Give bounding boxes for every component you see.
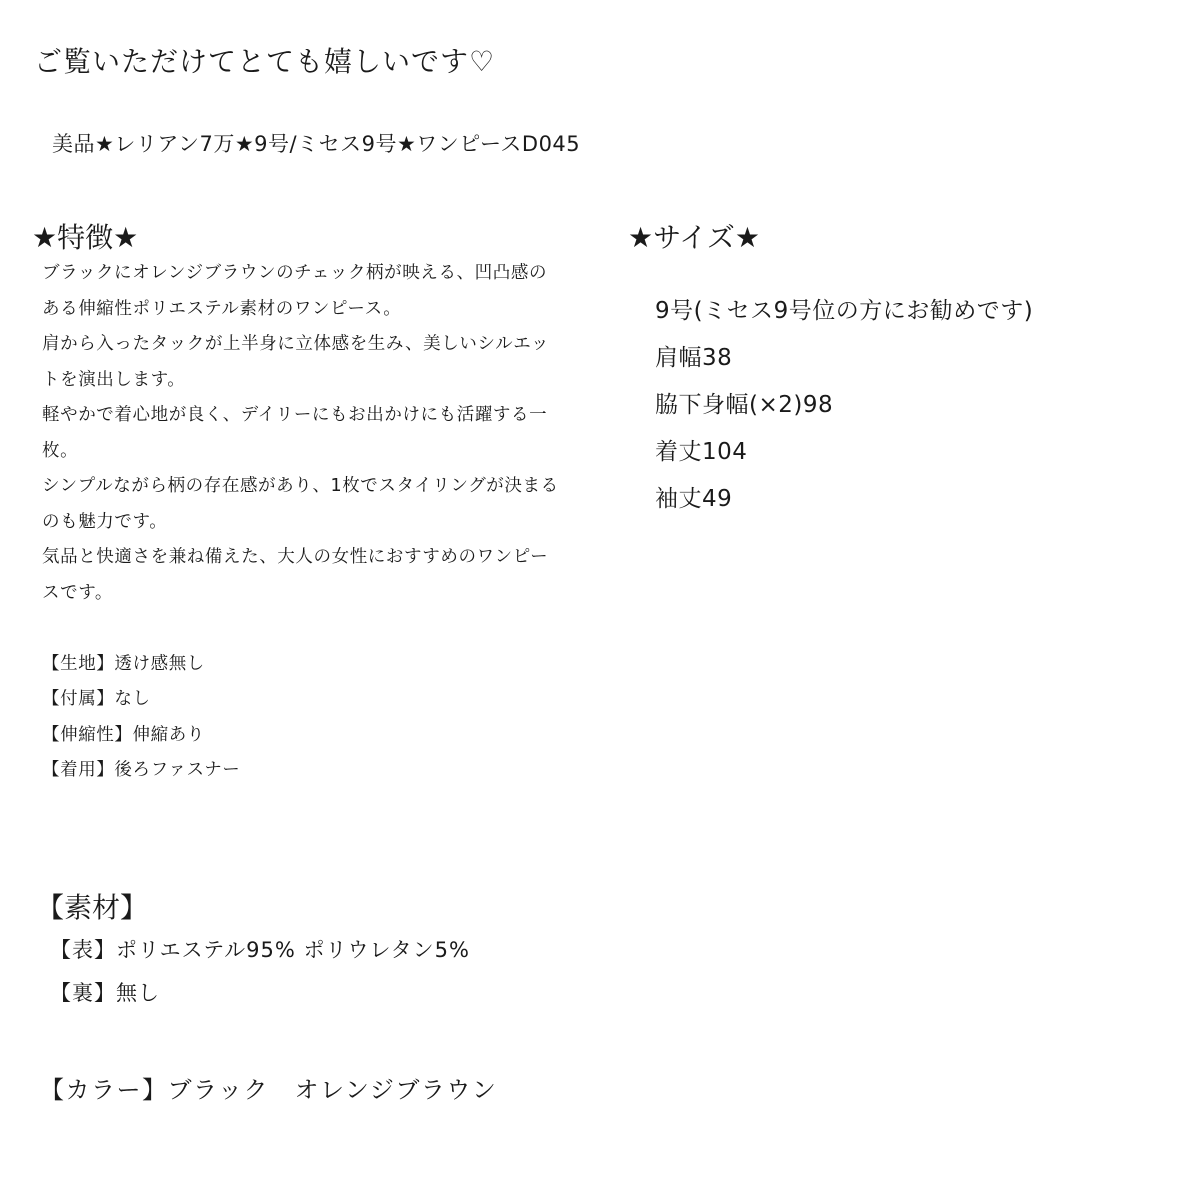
spec-fabric: 【生地】透け感無し: [42, 653, 205, 674]
material-outer: 【表】ポリエステル95% ポリウレタン5%: [50, 938, 470, 962]
feature-line: ブラックにオレンジブラウンのチェック柄が映える、凹凸感の: [42, 263, 548, 283]
feature-line: 枚。: [42, 440, 79, 461]
feature-line: ある伸縮性ポリエステル素材のワンピース。: [42, 298, 402, 319]
size-sleeve: 袖丈49: [655, 486, 733, 512]
size-chest: 脇下身幅(×2)98: [655, 392, 834, 418]
spacer: [42, 611, 612, 647]
spec-closure: 【着用】後ろファスナー: [42, 760, 241, 780]
material-lining: 【裏】無し: [50, 981, 160, 1005]
size-label: 9号(ミセス9号位の方にお勧めです): [655, 298, 1034, 324]
size-heading: ★サイズ★: [628, 221, 760, 254]
color-text: 【カラー】ブラック オレンジブラウン: [40, 1076, 498, 1104]
feature-line: 肩から入ったタックが上半身に立体感を生み、美しいシルエッ: [42, 334, 550, 354]
material-heading: 【素材】: [36, 891, 149, 924]
feature-line: 気品と快適さを兼ね備えた、大人の女性におすすめのワンピー: [42, 547, 549, 567]
feature-line: スです。: [42, 582, 113, 603]
spec-stretch: 【伸縮性】伸縮あり: [42, 724, 205, 745]
feature-line: トを演出します。: [42, 369, 186, 390]
feature-line: のも魅力です。: [42, 511, 168, 532]
features-heading: ★特徴★: [32, 221, 139, 254]
greeting-text: ご覧いただけてとても嬉しいです♡: [34, 45, 496, 78]
size-list: [655, 288, 1033, 523]
size-length: 着丈104: [655, 439, 748, 465]
feature-line: 軽やかで着心地が良く、デイリーにもお出かけにも活躍する一: [42, 405, 548, 425]
feature-line: シンプルながら柄の存在感があり、1枚でスタイリングが決まる: [42, 476, 559, 496]
size-shoulder: 肩幅38: [655, 345, 733, 371]
product-title: 美品★レリアン7万★9号/ミセス9号★ワンピースD045: [52, 132, 581, 156]
spec-accessories: 【付属】なし: [42, 689, 151, 709]
features-description: [42, 256, 612, 789]
material-list: [50, 929, 470, 1015]
